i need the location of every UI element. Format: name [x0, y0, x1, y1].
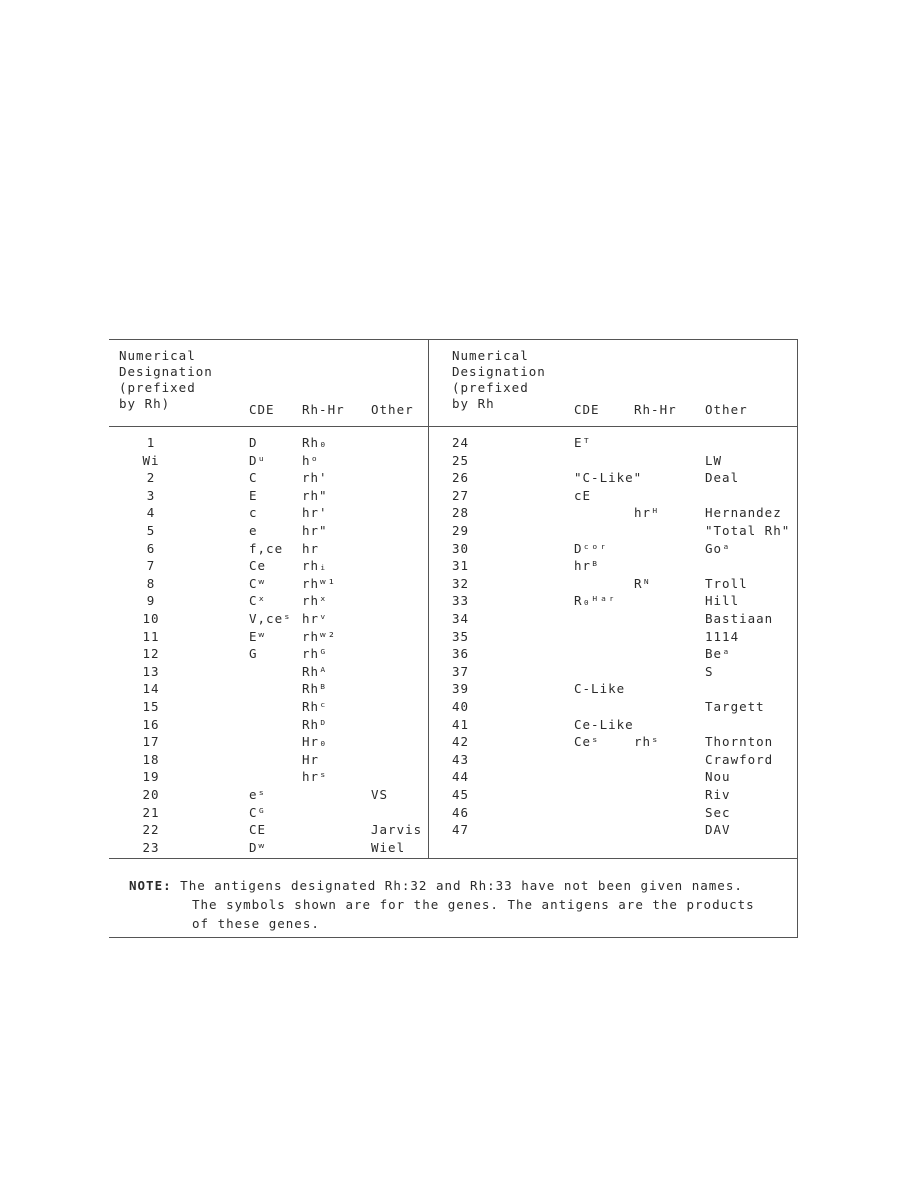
row-rhhr: rhʷ² [302, 628, 337, 644]
row-cde: e [249, 523, 258, 538]
row-cde: Ce-Like [574, 716, 634, 732]
row-number: 25 [452, 452, 470, 468]
row-number: 24 [452, 435, 470, 450]
row-other: Riv [705, 787, 731, 802]
left-cde-header: CDE [249, 402, 275, 417]
row-cde: Dᵘ [249, 452, 267, 468]
row-number: 29 [452, 523, 470, 538]
row-cde: "C-Like" [574, 470, 643, 486]
row-rhhr: Hr₀ [302, 734, 328, 750]
row-cde: Dᶜᵒʳ [574, 540, 609, 556]
row-rhhr: rhˣ [302, 593, 328, 609]
row-number: 18 [142, 751, 160, 767]
row-number: 16 [142, 716, 160, 732]
row-cde: R₀ᴴᵃʳ [574, 593, 617, 609]
row-number: 10 [142, 611, 160, 626]
right-rhhr-header: Rh-Hr [634, 402, 677, 417]
row-cde: f,ce [249, 540, 284, 556]
row-cde: Ceˢ [574, 734, 600, 750]
row-other: Jarvis [371, 822, 423, 838]
note-line: The antigens designated Rh:32 and Rh:33 have not been given names. [180, 878, 743, 893]
row-cde: C [249, 470, 258, 486]
row-other: Nou [705, 769, 731, 785]
row-number: 22 [142, 822, 160, 838]
row-cde: G [249, 646, 258, 662]
row-cde: cE [574, 487, 592, 503]
column-divider [428, 340, 429, 858]
row-number: 2 [146, 470, 156, 486]
row-rhhr: hr [302, 540, 320, 556]
row-number: 21 [142, 804, 160, 820]
row-number: 26 [452, 470, 470, 486]
row-number: 13 [142, 663, 160, 679]
row-other: Troll [705, 575, 748, 591]
row-other: S [705, 663, 714, 679]
header-line: Designation [452, 364, 546, 379]
row-number: 3 [146, 487, 156, 503]
note-line: The symbols shown are for the genes. The antigens are the products [192, 897, 755, 912]
row-rhhr: Rᴺ [634, 575, 652, 591]
row-other: Deal [705, 470, 740, 486]
row-number: 46 [452, 804, 470, 820]
row-number: 9 [146, 593, 156, 609]
row-cde: CE [249, 822, 267, 838]
row-number: 11 [142, 628, 160, 644]
row-other: Hernandez [705, 505, 782, 521]
row-other: Bastiaan [705, 611, 774, 626]
header-line: (prefixed [452, 380, 529, 395]
row-number: 7 [146, 558, 156, 574]
row-number: 37 [452, 663, 470, 679]
row-other: Wiel [371, 839, 406, 855]
right-numerical-header [452, 348, 546, 412]
row-rhhr: hᵒ [302, 452, 320, 468]
left-numerical-header [119, 348, 213, 412]
row-rhhr: rh' [302, 470, 328, 486]
row-number: 41 [452, 716, 470, 732]
row-rhhr: Rhᴮ [302, 681, 328, 697]
left-other-header: Other [371, 402, 414, 417]
row-cde: Eᵀ [574, 435, 592, 450]
note-rule [109, 858, 797, 859]
row-other: Hill [705, 593, 740, 609]
header-line: by Rh) [119, 396, 171, 411]
row-number: 40 [452, 699, 470, 714]
row-rhhr: rhˢ [634, 734, 660, 750]
table-note [129, 876, 755, 933]
row-cde: Eʷ [249, 628, 267, 644]
row-rhhr: hrᵛ [302, 611, 328, 626]
row-number: 12 [142, 646, 160, 662]
row-rhhr: hr" [302, 523, 328, 538]
row-cde: V,ceˢ [249, 611, 292, 626]
row-number: 42 [452, 734, 470, 750]
row-number: 31 [452, 558, 470, 574]
row-other: Sec [705, 804, 731, 820]
row-number: 27 [452, 487, 470, 503]
row-rhhr: hr' [302, 505, 328, 521]
row-rhhr: hrˢ [302, 769, 328, 785]
row-number: 17 [142, 734, 160, 750]
right-other-header: Other [705, 402, 748, 417]
row-other: VS [371, 787, 389, 802]
row-rhhr: rhᴳ [302, 646, 328, 662]
row-rhhr: Hr [302, 751, 320, 767]
row-cde: c [249, 505, 258, 521]
row-number: 32 [452, 575, 470, 591]
row-number: 4 [146, 505, 156, 521]
row-number: 28 [452, 505, 470, 521]
row-number: 1 [146, 435, 156, 450]
header-line: Numerical [119, 348, 196, 363]
row-cde: Cᴳ [249, 804, 267, 820]
row-rhhr: Rh₀ [302, 435, 328, 450]
row-number: 43 [452, 751, 470, 767]
row-number: 30 [452, 540, 470, 556]
row-number: 45 [452, 787, 470, 802]
note-label: NOTE: [129, 878, 172, 893]
row-rhhr: Rhᶜ [302, 699, 328, 714]
row-number: 15 [142, 699, 160, 714]
row-other: "Total Rh" [705, 523, 791, 538]
row-other: LW [705, 452, 723, 468]
row-cde: Cʷ [249, 575, 267, 591]
row-other: Crawford [705, 751, 774, 767]
row-other: Targett [705, 699, 765, 714]
row-number: 35 [452, 628, 470, 644]
left-rhhr-header: Rh-Hr [302, 402, 345, 417]
row-other: Thornton [705, 734, 774, 750]
header-line: Numerical [452, 348, 529, 363]
row-rhhr: Rhᴬ [302, 663, 328, 679]
header-line: (prefixed [119, 380, 196, 395]
row-number: 5 [146, 523, 156, 538]
right-cde-header: CDE [574, 402, 600, 417]
header-rule [109, 426, 797, 427]
header-line: Designation [119, 364, 213, 379]
row-number: 34 [452, 611, 470, 626]
row-other: 1114 [705, 628, 740, 644]
row-rhhr: Rhᴰ [302, 716, 328, 732]
row-number: 8 [146, 575, 156, 591]
note-line: of these genes. [192, 916, 320, 931]
row-number: 36 [452, 646, 470, 662]
row-number: 23 [142, 839, 160, 855]
rh-antigen-table [109, 339, 798, 938]
row-rhhr: hrᴴ [634, 505, 660, 521]
row-number: 14 [142, 681, 160, 697]
row-other: DAV [705, 822, 731, 838]
row-cde: Ce [249, 558, 267, 574]
row-cde: E [249, 487, 258, 503]
row-number: 44 [452, 769, 470, 785]
row-cde: Cˣ [249, 593, 267, 609]
row-number: 20 [142, 787, 160, 802]
row-number: 6 [146, 540, 156, 556]
row-number: 47 [452, 822, 470, 838]
row-other: Beᵃ [705, 646, 731, 662]
row-number: 33 [452, 593, 470, 609]
row-cde: hrᴮ [574, 558, 600, 574]
row-number: 19 [142, 769, 160, 785]
row-rhhr: rhʷ¹ [302, 575, 337, 591]
header-line: by Rh [452, 396, 495, 411]
row-other: Goᵃ [705, 540, 731, 556]
row-rhhr: rh" [302, 487, 328, 503]
row-cde: D [249, 435, 258, 450]
row-number: 39 [452, 681, 470, 697]
row-number: Wi [142, 452, 160, 468]
row-cde: C-Like [574, 681, 626, 697]
row-cde: Dʷ [249, 839, 267, 855]
row-rhhr: rhᵢ [302, 558, 328, 574]
row-cde: eˢ [249, 787, 267, 802]
